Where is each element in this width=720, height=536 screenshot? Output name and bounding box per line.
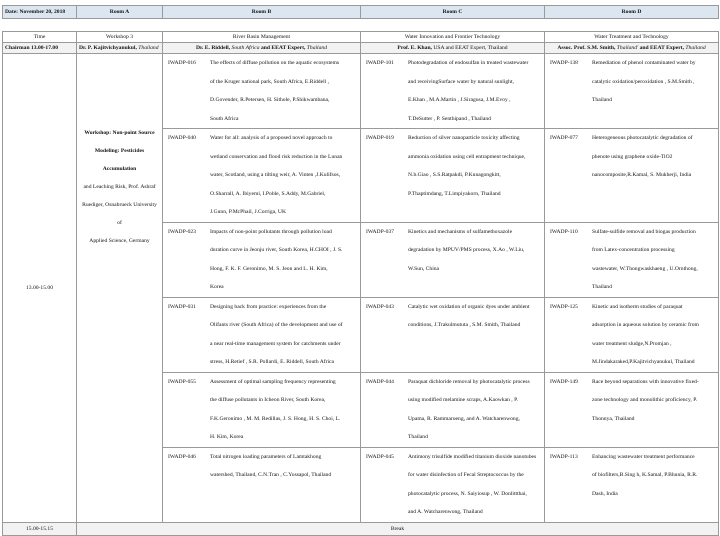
paper-line: stress, H.Retief , S.R. Pollardi, E. Riddell, South Africa — [210, 359, 334, 365]
paper-line: duration curve in Jeonju river, South Korea, H.CHOI , J. S. — [210, 247, 343, 253]
workshop-line: Workshop: Non-point Source — [84, 130, 155, 136]
paper-line: Thailand — [408, 434, 428, 440]
paper-line: conditions, J.Trakulmututa , S.M. Smith, Thailand — [408, 322, 521, 328]
paper-cell-c — [361, 54, 545, 129]
paper-line: The effects of diffuse pollution on the aquatic ecosystems — [210, 60, 340, 66]
paper-cell-d — [545, 222, 719, 297]
paper-cell-d — [545, 54, 719, 129]
paper-line — [408, 203, 541, 213]
paper-line: Enhancing wastewater treatment performance — [592, 453, 695, 460]
paper-line: Thonnya, Thailand — [592, 415, 635, 422]
session-a: Workshop 3 — [77, 32, 163, 43]
paper-line: for water disinfection of Fecal Streptococcus by the — [408, 472, 524, 478]
paper-cell-b — [163, 372, 361, 447]
paper-code: IWADP-044 — [366, 378, 394, 385]
paper-line — [210, 485, 357, 495]
paper-code: IWADP-043 — [366, 303, 394, 310]
paper-line — [592, 503, 715, 513]
paper-code: IWADP-040 — [168, 135, 196, 141]
paper-cell-d — [545, 129, 719, 223]
paper-line: W.Sun, China — [408, 265, 440, 272]
paper-line — [408, 335, 541, 345]
paper-line: the diffuse pollutants in Icheon River, South Korea, — [210, 397, 326, 403]
paper-line — [592, 110, 715, 120]
paper-code: IWADP-138 — [550, 60, 578, 66]
paper-code: IWADP-031 — [168, 303, 196, 310]
paper-line: Heterogeneous photocatalytic degradation of — [592, 135, 693, 141]
paper-line: Antimony trisulfide modified titanium dioxide nanotubes — [408, 453, 537, 460]
paper-cell-b — [163, 222, 361, 297]
workshop-line: Modeling: Pesticides Accumulation — [94, 148, 145, 172]
paper-line: Kinetics and mechanisms of sulfamethoxazole — [408, 228, 513, 235]
paper-line: O.Sharrall, A. Ibiyemi, I.Poble, S.Addy, M.Gabriel, — [210, 190, 326, 197]
paper-code: IWADP-016 — [168, 60, 196, 66]
chair-c: Prof. E. Khan, USA and EEAT Expert, Thailand — [361, 43, 545, 54]
paper-line: using modified melamine scraps, A.Kaowkan , P. — [408, 397, 518, 403]
header-table — [2, 5, 719, 19]
paper-line: Paraquat dichloride removal by photocatalytic process — [408, 378, 530, 385]
paper-line: Water for all: analysis of a proposed novel approach to — [210, 135, 333, 141]
paper-code: IWADP-045 — [366, 453, 394, 460]
paper-line: Reduction of silver nanoparticle toxicity affecting — [408, 135, 520, 141]
paper-line: Photodegradation of endosulfan in treated wastewater — [408, 60, 529, 66]
paper-line: of biofilters,B.Sing h, K.Samal, P.Bhunia, R.R. — [592, 472, 698, 478]
room-c-header: Room C — [361, 6, 545, 19]
paper-code: IWADP-110 — [550, 228, 578, 235]
room-d-header: Room D — [545, 6, 719, 19]
paper-line: zone technology and monolithic proficiency, P. — [592, 397, 698, 403]
room-b-header: Room B — [163, 6, 361, 19]
paper-line: watershed, Thailand, C.N.Tran , C.Yossapol, Thailand — [210, 472, 332, 478]
paper-cell-b — [163, 129, 361, 223]
paper-cell-d — [545, 297, 719, 372]
paper-line: E.Khan , M.A.Martin , J.Siragusa, J.M.Evoy , — [408, 97, 511, 103]
paper-line: and A. Watcharenwong, Thailand — [408, 509, 483, 515]
paper-cell-d — [545, 372, 719, 447]
paper-line: Olifants river (South Africa) of the development and use of — [210, 322, 343, 328]
paper-line: Kinetic and isotherm studies of paraquat — [592, 303, 683, 310]
paper-code: IWADP-046 — [168, 453, 196, 460]
paper-line: Upama, R. Rammaroeng, and A. Watcharenwong, — [408, 415, 520, 422]
session-time: 13.00-15.00 — [3, 54, 77, 523]
paper-line: P.Thaptimdang, T.Limpiyakorn, Thailand — [408, 190, 501, 197]
time-label: Time — [3, 32, 77, 43]
workshop-line: Ruediger, Osnabrueck University of — [82, 202, 157, 226]
paper-line — [592, 195, 715, 205]
paper-line — [408, 278, 541, 288]
paper-cell-c — [361, 372, 545, 447]
paper-line: T.DeSutter , P. Senthipand , Thailand — [408, 115, 491, 122]
room-a-header: Room A — [77, 6, 163, 19]
break-label: Break — [77, 522, 719, 535]
paper-line: Korea — [210, 284, 224, 290]
break-time: 15.00-15.15 — [3, 522, 77, 535]
paper-line: Sulfate-sulfide removal and biogas production — [592, 228, 696, 235]
paper-line: H. Kim, Korea — [210, 434, 244, 440]
paper-code: IWADP-125 — [550, 303, 578, 310]
paper-code: IWADP-055 — [168, 378, 196, 385]
paper-line: Thailand — [592, 97, 612, 103]
paper-cell-c — [361, 297, 545, 372]
workshop-line: Applied Science, Germany — [89, 238, 150, 244]
session-b: River Basin Management — [163, 32, 361, 43]
workshop-line: and Leaching Risk, Prof. Ashraf — [83, 184, 156, 190]
paper-code: IWADP-077 — [550, 135, 578, 141]
paper-line: Designing back from practice: experiences from the — [210, 303, 327, 310]
chairman-label: Chairman 13.00-17.00 — [3, 43, 77, 54]
paper-line: from Latex-concentration processing — [592, 247, 675, 253]
date-label: Date: November 20, 2018 — [3, 6, 77, 19]
paper-line: South Africa — [210, 115, 239, 122]
paper-cell-b — [163, 447, 361, 522]
paper-code: IWADP-019 — [366, 135, 394, 141]
paper-line: Hong, F. K. F. Geronimo, M. S. Jeon and L. H. Kim, — [210, 265, 328, 272]
paper-line: F.K.Geronimo , M. M. Redillas, J. S. Hong, H. S. Choi, L. — [210, 415, 341, 422]
paper-cell-c — [361, 129, 545, 223]
paper-line: wastewater, W.Thongwaskhaeng , U.Ornthong, — [592, 265, 698, 272]
paper-line — [592, 185, 715, 195]
paper-line: water treatment sludge,N.Promjan , — [592, 340, 672, 347]
paper-line: D.Govender, R.Petersen, H. Sithole, P.Shikwambana, — [210, 97, 330, 103]
paper-cell-c — [361, 222, 545, 297]
paper-line: Catalytic wet oxidation of organic dyes under ambient — [408, 303, 530, 310]
paper-line — [210, 495, 357, 505]
paper-line — [408, 345, 541, 355]
paper-line: Assessment of optimal sampling frequency representing — [210, 378, 336, 385]
session-d: Water Treatment and Technology — [545, 32, 719, 43]
session-c: Water Innovation and Frontier Technology — [361, 32, 545, 43]
schedule-table — [2, 31, 719, 536]
table-row — [3, 54, 719, 129]
paper-code: IWADP-023 — [168, 228, 196, 235]
paper-line: catalytic oxidation/peroxidation , S.M.Smith , — [592, 78, 695, 85]
chair-d: Assoc. Prof. S.M. Smith, Thailand' and EEAT Expert, Thailand — [545, 43, 719, 54]
paper-line: M.Jindakaraked,P.Kajitvichyanukul, Thailand — [592, 359, 695, 365]
paper-line: ammonia oxidation using cell entrapment technique, — [408, 153, 526, 160]
paper-line: degradation by MPUV/PMS process, X.Ao , W.Liu, — [408, 247, 525, 253]
paper-line: N.b.Giao , S.S.Ratpakdi, P.Kunagongkitt, — [408, 172, 501, 178]
paper-line: and receivingSurface water by natural sunlight, — [408, 78, 514, 85]
paper-line: Thailand — [592, 284, 612, 290]
paper-line — [592, 428, 715, 438]
paper-line: adsorption in aqueous solution by ceramic from — [592, 322, 699, 328]
paper-cell-c — [361, 447, 545, 522]
paper-line: Total nitrogen loading parameters of Lamtakhong — [210, 453, 322, 460]
paper-line: nanocomposite,R.Kamal, S. Mukherji, India — [592, 172, 692, 178]
paper-line: a near real-time management system for catchments under — [210, 340, 341, 347]
chair-b: Dr. E. Riddell, South Africa and EEAT Expert, Thailand — [163, 43, 361, 54]
paper-line: photocatalytic process, N. Saiyiosup , W. Donlittthai, — [408, 490, 527, 497]
paper-line: J.Gunn, P.McPhail, J.Corriga, UK — [210, 209, 286, 215]
paper-line: of the Kruger national park, South Africa, E.Riddell , — [210, 78, 329, 85]
paper-code: IWADP-113 — [550, 453, 578, 460]
paper-code: IWADP-101 — [366, 60, 394, 66]
paper-line: Dash, India — [592, 490, 618, 497]
paper-line: Remediation of phenol contaminated water by — [592, 60, 696, 66]
paper-code: IWADP-149 — [550, 378, 578, 385]
paper-code: IWADP-037 — [366, 228, 394, 235]
workshop-description — [77, 54, 163, 523]
paper-line: Impacts of non-point pollutants through pollution load — [210, 228, 332, 235]
paper-line: wetland conservation and flood risk reduction in the Lunan — [210, 153, 343, 160]
paper-line: Race beyond separations with innovative fixed- — [592, 378, 699, 385]
chair-a: Dr. P. Kajitvichyanukul, Thailand — [77, 43, 163, 54]
paper-line: phenote using graphene oxide-TiO2 — [592, 153, 673, 160]
paper-line: water, Scotland, using a tilting weir, A. Vinten ,J.Kulifsos, — [210, 172, 341, 178]
paper-cell-d — [545, 447, 719, 522]
paper-cell-b — [163, 297, 361, 372]
paper-cell-b — [163, 54, 361, 129]
